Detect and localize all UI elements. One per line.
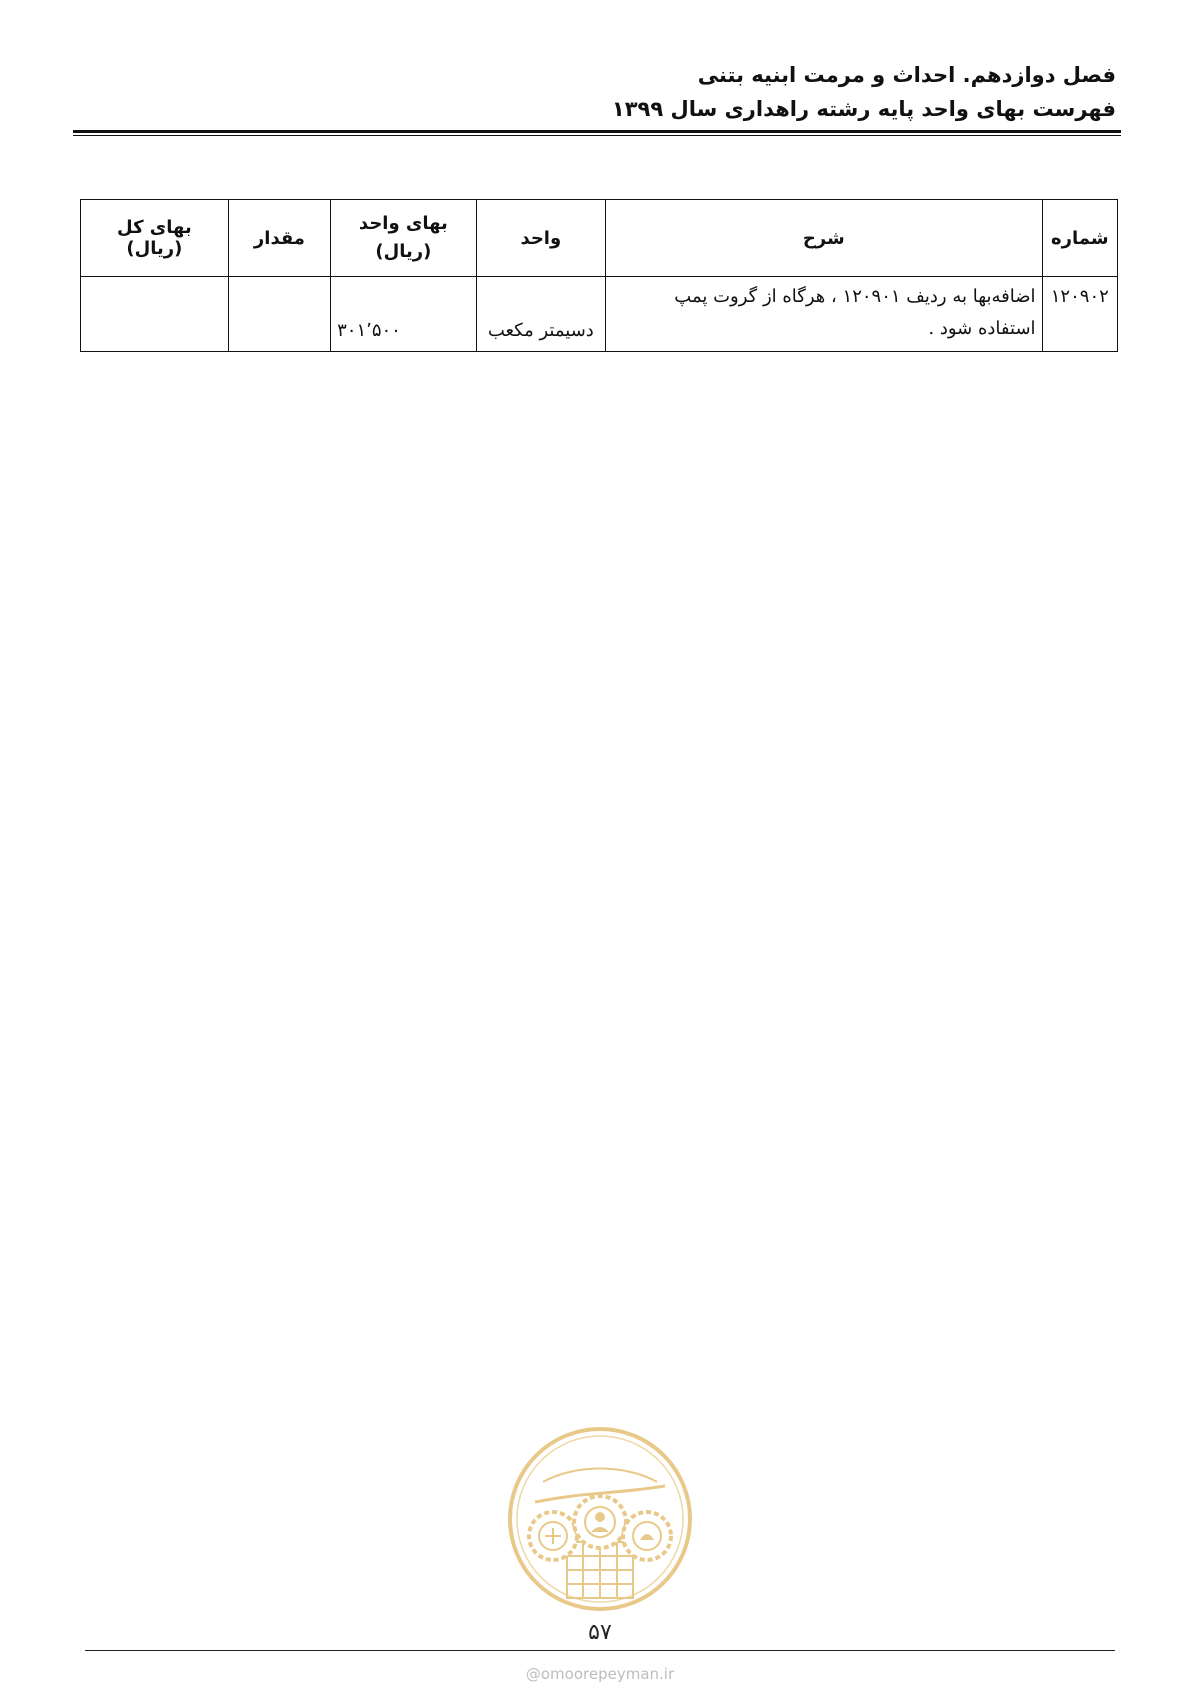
table-header-row (81, 200, 1118, 277)
row-unit: دسیمتر مکعب (476, 277, 605, 352)
watermark-url: @omoorepeyman.ir (525, 1665, 675, 1683)
row-quantity (228, 277, 330, 352)
row-total-price (81, 277, 229, 352)
page-header (66, 58, 1116, 126)
header-divider-thin (73, 135, 1121, 136)
header-quantity: مقدار (228, 200, 330, 277)
row-number: ۱۲۰۹۰۲ (1042, 277, 1117, 352)
header-description: شرح (605, 200, 1042, 277)
header-unit: واحد (476, 200, 605, 277)
price-list-title: فهرست بهای واحد پایه رشته راهداری سال ۱۳۹۹ (611, 97, 1116, 121)
footer-divider (85, 1650, 1115, 1651)
header-unit-price-currency: (ریال) (375, 241, 432, 262)
header-divider (73, 130, 1121, 133)
watermark-logo (505, 1424, 695, 1614)
price-table (80, 199, 1118, 352)
header-number: شماره (1042, 200, 1117, 277)
row-description: اضافه‌بها به ردیف ۱۲۰۹۰۱ ، هرگاه از گروت پمپ استفاده شود . (605, 277, 1042, 352)
header-unit-price-label: بهای واحد (358, 213, 448, 234)
header-unit-price (331, 200, 477, 277)
chapter-title: فصل دوازدهم. احداث و مرمت ابنیه بتنی (697, 63, 1116, 87)
page-number: ۵۷ (588, 1620, 612, 1645)
table-row (81, 277, 1118, 352)
header-total-price: بهای کل (ریال) (81, 200, 229, 277)
row-unit-price: ۳۰۱٬۵۰۰ (331, 277, 477, 352)
